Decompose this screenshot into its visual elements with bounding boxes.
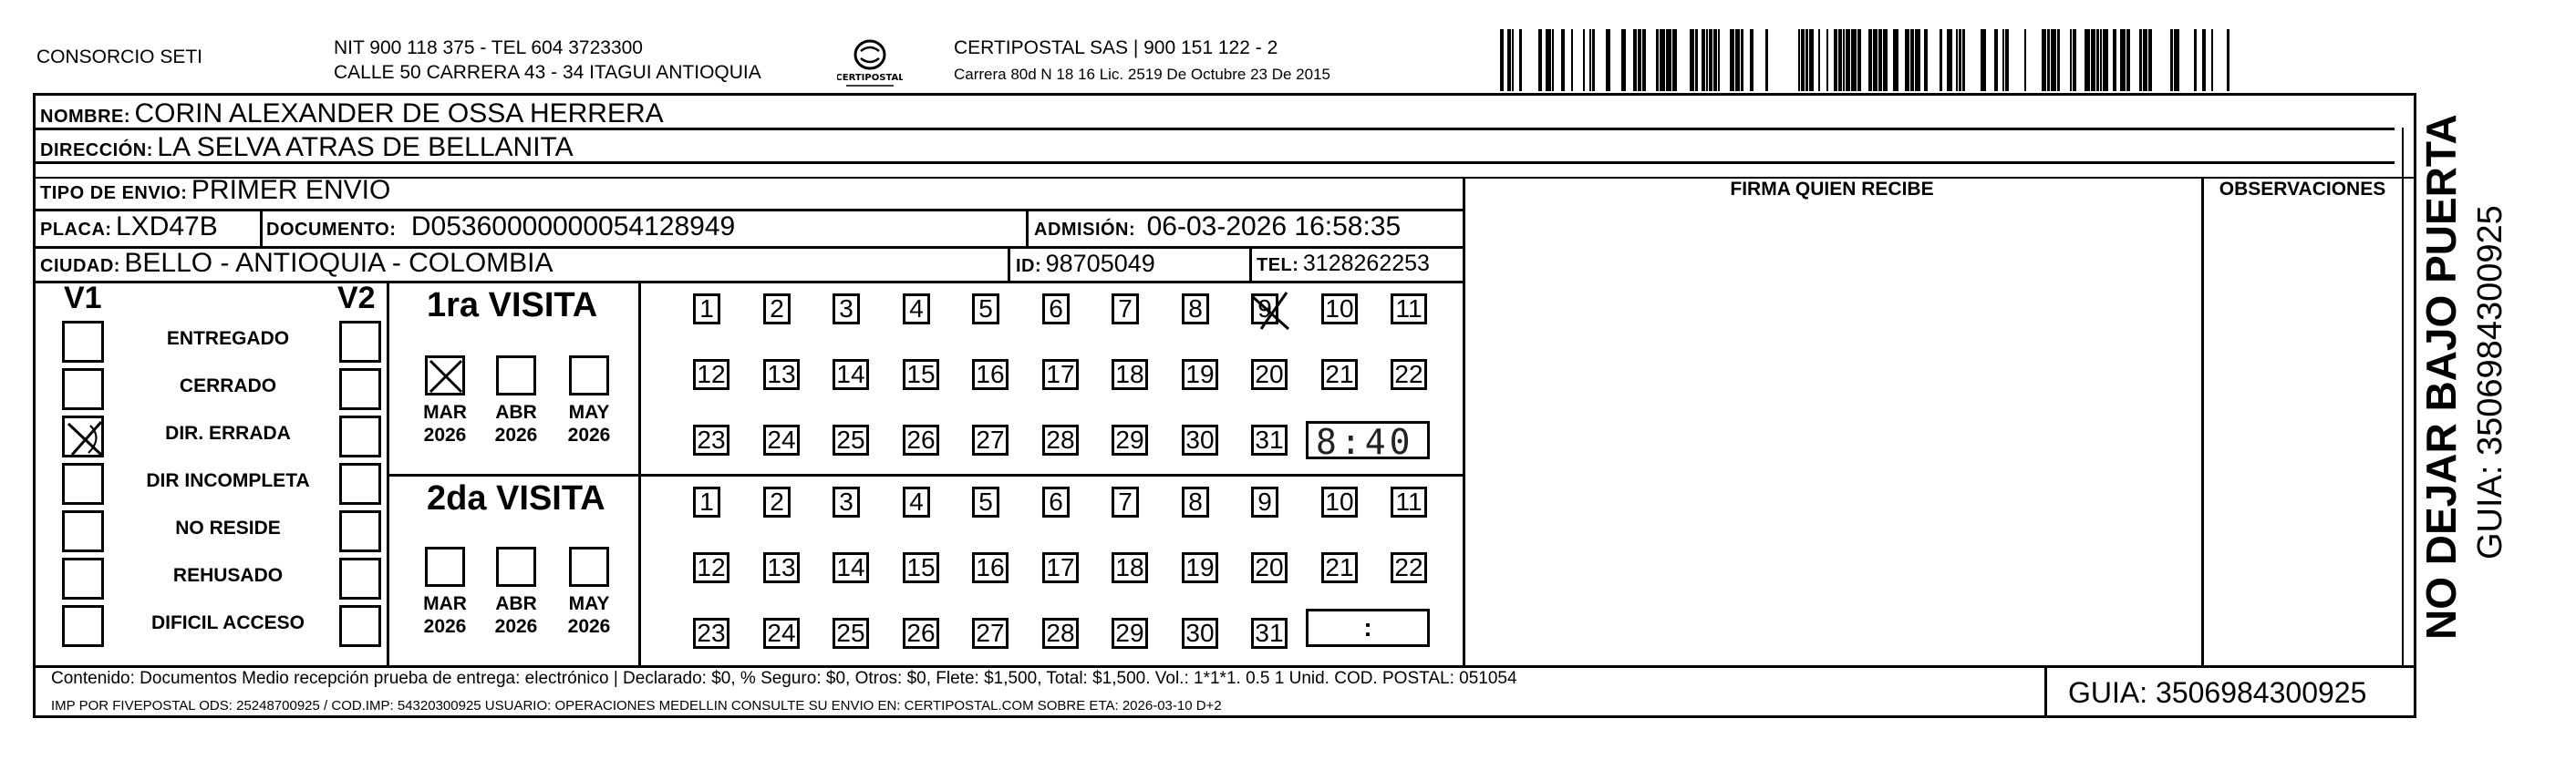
- nombre-row: [40, 98, 664, 134]
- admision-label: ADMISIÓN:: [1034, 220, 1136, 240]
- certipostal-line: CERTIPOSTAL SAS | 900 151 122 - 2: [954, 37, 1278, 58]
- x-mark-icon: [428, 358, 464, 395]
- day-box[interactable]: 1: [693, 487, 720, 518]
- day-box[interactable]: 20: [1251, 359, 1288, 390]
- day-box[interactable]: 7: [1112, 487, 1139, 518]
- v2-checkbox[interactable]: [339, 416, 381, 457]
- day-box[interactable]: 18: [1112, 552, 1148, 583]
- x-mark-icon: [65, 418, 105, 458]
- day-box[interactable]: 8: [1182, 487, 1209, 518]
- placa-value: LXD47B: [116, 211, 218, 241]
- day-box[interactable]: 13: [763, 359, 800, 390]
- day-box[interactable]: 15: [903, 552, 939, 583]
- day-box[interactable]: 1: [693, 293, 720, 324]
- month-checkbox[interactable]: [496, 355, 536, 395]
- visit1-title: 1ra VISITA: [427, 286, 598, 324]
- day-box[interactable]: 5: [972, 487, 999, 518]
- day-box[interactable]: 6: [1042, 293, 1070, 324]
- direccion-label: DIRECCIÓN:: [40, 140, 153, 160]
- day-box[interactable]: 21: [1321, 359, 1358, 390]
- v1-checkbox[interactable]: [62, 605, 104, 647]
- v1-checkbox[interactable]: [62, 416, 104, 457]
- status-option-label: DIR INCOMPLETA: [146, 470, 310, 491]
- day-box[interactable]: 5: [972, 293, 999, 324]
- ciudad-value: BELLO - ANTIOQUIA - COLOMBIA: [124, 248, 553, 278]
- status-option-label: DIFICIL ACCESO: [150, 612, 305, 633]
- no-dejar-bajo-puerta: NO DEJAR BAJO PUERTA: [2417, 114, 2465, 640]
- month-name: MAR: [423, 593, 467, 614]
- month-label: [419, 592, 471, 638]
- v2-checkbox[interactable]: [339, 510, 381, 552]
- v2-checkbox[interactable]: [339, 368, 381, 410]
- barcode: [1500, 29, 2229, 91]
- placa-row: [40, 211, 218, 247]
- day-box[interactable]: 15: [903, 359, 939, 390]
- day-box[interactable]: 24: [763, 618, 800, 649]
- id-row: [1016, 248, 1155, 283]
- ciudad-row: [40, 248, 553, 283]
- day-box[interactable]: 27: [972, 425, 1009, 456]
- day-box[interactable]: 6: [1042, 487, 1070, 518]
- day-box[interactable]: 29: [1112, 425, 1148, 456]
- day-box[interactable]: 28: [1042, 618, 1079, 649]
- day-box[interactable]: 12: [693, 552, 729, 583]
- month-label: [419, 401, 471, 447]
- month-name: ABR: [495, 593, 537, 614]
- address-line: CALLE 50 CARRERA 43 - 34 ITAGUI ANTIOQUIA: [334, 62, 761, 83]
- day-box[interactable]: 13: [763, 552, 800, 583]
- direccion-value: LA SELVA ATRAS DE BELLANITA: [157, 132, 574, 162]
- nombre-value: CORIN ALEXANDER DE OSSA HERRERA: [134, 98, 664, 128]
- v1-checkbox[interactable]: [62, 463, 104, 505]
- admision-row: [1034, 211, 1401, 247]
- tipo-value: PRIMER ENVIO: [191, 175, 391, 205]
- placa-label: PLACA:: [40, 220, 112, 240]
- id-label: ID:: [1016, 256, 1042, 276]
- status-option-label: REHUSADO: [172, 565, 284, 586]
- day-box[interactable]: 24: [763, 425, 800, 456]
- month-checkbox[interactable]: [425, 355, 465, 395]
- day-box[interactable]: 31: [1251, 425, 1288, 456]
- day-box[interactable]: 10: [1321, 487, 1358, 518]
- side-guia: GUIA: 3506984300925: [2471, 205, 2509, 560]
- day-box[interactable]: 26: [903, 425, 939, 456]
- day-box[interactable]: 14: [833, 552, 869, 583]
- month-checkbox[interactable]: [496, 547, 536, 587]
- imp-line: IMP POR FIVEPOSTAL ODS: 25248700925 / COD.IMP: 54320300925 USUARIO: OPERACIONES MEDELLIN CONSULTE SU ENVIO EN: CERTIPOSTAL.COM SOBRE ETA: 2026-03-10 D+2: [51, 698, 1222, 714]
- tipo-row: [40, 175, 390, 211]
- visit2-time-placeholder: :: [1363, 613, 1372, 642]
- footer-guia: GUIA: 3506984300925: [2068, 676, 2367, 709]
- nombre-label: NOMBRE:: [40, 107, 131, 127]
- company-name: CONSORCIO SETI: [36, 46, 203, 67]
- month-year: 2026: [494, 425, 538, 446]
- documento-label: DOCUMENTO:: [266, 220, 397, 240]
- day-box[interactable]: 19: [1182, 359, 1218, 390]
- day-box[interactable]: 12: [693, 359, 729, 390]
- month-label: [491, 592, 542, 638]
- certipostal-logo: [837, 36, 903, 91]
- month-year: 2026: [567, 616, 611, 637]
- day-box[interactable]: 26: [903, 618, 939, 649]
- contenido-line: Contenido: Documentos Medio recepción prueba de entrega: electrónico | Declarado: $0, % Seguro: $0, Otros: $0, Flete: $1,500, Total: $1,500. Vol.: 1*1*1. 0.5 1 Unid. COD. POSTAL: 051054: [51, 669, 1517, 688]
- status-option-label: CERRADO: [179, 375, 277, 396]
- day-box[interactable]: 25: [833, 425, 869, 456]
- day-box[interactable]: 16: [972, 552, 1009, 583]
- status-option-label: ENTREGADO: [166, 328, 290, 349]
- direccion-row: [40, 132, 574, 168]
- day-box[interactable]: 30: [1182, 618, 1218, 649]
- day-box[interactable]: 17: [1042, 359, 1079, 390]
- admision-value: 06-03-2026 16:58:35: [1146, 211, 1402, 241]
- month-name: MAY: [568, 593, 610, 614]
- tel-label: TEL:: [1257, 255, 1299, 275]
- svg-text:CERTIPOSTAL: CERTIPOSTAL: [837, 73, 903, 83]
- day-box[interactable]: 4: [903, 293, 930, 324]
- month-checkbox[interactable]: [425, 547, 465, 587]
- tel-row: [1257, 248, 1430, 282]
- v1-checkbox[interactable]: [62, 368, 104, 410]
- day-box[interactable]: 2: [763, 487, 791, 518]
- month-label: [564, 401, 615, 447]
- month-name: MAY: [568, 402, 610, 423]
- day-box[interactable]: 27: [972, 618, 1009, 649]
- visit2-title: 2da VISITA: [427, 479, 605, 518]
- day-box[interactable]: 28: [1042, 425, 1079, 456]
- day-box[interactable]: 17: [1042, 552, 1079, 583]
- month-checkbox[interactable]: [569, 355, 609, 395]
- day-box[interactable]: 11: [1391, 487, 1427, 518]
- month-year: 2026: [567, 425, 611, 446]
- day-box[interactable]: 29: [1112, 618, 1148, 649]
- month-label: [491, 401, 542, 447]
- month-label: [564, 592, 615, 638]
- day-box[interactable]: 2: [763, 293, 791, 324]
- day-box[interactable]: 22: [1391, 552, 1427, 583]
- month-year: 2026: [494, 616, 538, 637]
- day-box[interactable]: 3: [833, 293, 860, 324]
- nit-line: NIT 900 118 375 - TEL 604 3723300: [334, 37, 643, 58]
- status-option-label: NO RESIDE: [175, 518, 281, 539]
- day-box[interactable]: 23: [693, 425, 729, 456]
- day-box[interactable]: 10: [1321, 293, 1358, 324]
- month-name: MAR: [423, 402, 467, 423]
- v1-checkbox[interactable]: [62, 321, 104, 363]
- v2-checkbox[interactable]: [339, 605, 381, 647]
- observaciones-header: OBSERVACIONES: [2219, 179, 2386, 200]
- day-box[interactable]: 18: [1112, 359, 1148, 390]
- day-box[interactable]: 8: [1182, 293, 1209, 324]
- id-value: 98705049: [1045, 250, 1155, 277]
- day-box[interactable]: 11: [1391, 293, 1427, 324]
- tel-value: 3128262253: [1302, 251, 1430, 276]
- v2-checkbox[interactable]: [339, 463, 381, 505]
- month-name: ABR: [495, 402, 537, 423]
- day-box[interactable]: 9: [1251, 293, 1278, 324]
- day-box[interactable]: 16: [972, 359, 1009, 390]
- day-box[interactable]: 21: [1321, 552, 1358, 583]
- day-box[interactable]: 25: [833, 618, 869, 649]
- ciudad-label: CIUDAD:: [40, 256, 120, 276]
- day-box[interactable]: 4: [903, 487, 930, 518]
- day-box[interactable]: 20: [1251, 552, 1288, 583]
- tipo-label: TIPO DE ENVIO:: [40, 183, 188, 203]
- day-box[interactable]: 3: [833, 487, 860, 518]
- day-box[interactable]: 22: [1391, 359, 1427, 390]
- visit1-time-box[interactable]: [1306, 421, 1430, 462]
- license-line: Carrera 80d N 18 16 Lic. 2519 De Octubre 23 De 2015: [954, 66, 1330, 83]
- day-box[interactable]: 31: [1251, 618, 1288, 649]
- firma-header: FIRMA QUIEN RECIBE: [1730, 179, 1934, 200]
- status-option-label: DIR. ERRADA: [165, 423, 291, 444]
- v2-checkbox[interactable]: [339, 558, 381, 600]
- day-box[interactable]: 14: [833, 359, 869, 390]
- visit1-time-handwritten: 8:40: [1316, 422, 1414, 462]
- day-box[interactable]: 30: [1182, 425, 1218, 456]
- v1-label: V1: [64, 281, 102, 315]
- month-year: 2026: [423, 616, 467, 637]
- day-box[interactable]: 19: [1182, 552, 1218, 583]
- day-box[interactable]: 9: [1251, 487, 1278, 518]
- x-mark-icon: [1248, 289, 1294, 339]
- documento-value: D05360000000054128949: [410, 211, 736, 241]
- documento-row: [266, 211, 735, 247]
- visit2-time-box[interactable]: [1306, 609, 1430, 647]
- month-checkbox[interactable]: [569, 547, 609, 587]
- day-box[interactable]: 23: [693, 618, 729, 649]
- month-year: 2026: [423, 425, 467, 446]
- v1-checkbox[interactable]: [62, 510, 104, 552]
- v1-checkbox[interactable]: [62, 558, 104, 600]
- day-box[interactable]: 7: [1112, 293, 1139, 324]
- v2-checkbox[interactable]: [339, 321, 381, 363]
- v2-label: V2: [337, 281, 376, 315]
